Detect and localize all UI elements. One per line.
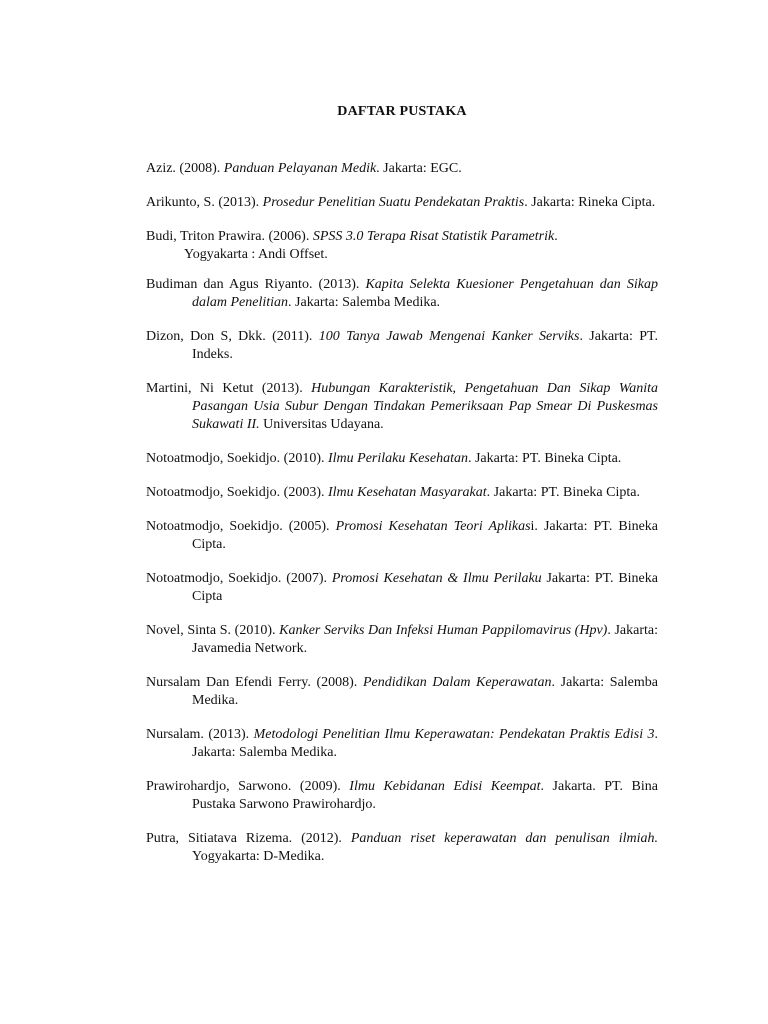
reference-author-year: Martini, Ni Ketut (2013).: [146, 381, 312, 396]
reference-title: Pendidikan Dalam Keperawatan: [362, 675, 552, 690]
reference-item-nursalam-2013: [146, 726, 658, 762]
reference-title: 100 Tanya Jawab Mengenai Kanker Serviks: [318, 329, 580, 344]
reference-publisher: .: [554, 229, 558, 244]
reference-title: Promosi Kesehatan & Ilmu Perilaku: [331, 571, 542, 586]
reference-item-dizon-2011: [146, 328, 658, 364]
reference-item-aziz-2008: [146, 160, 658, 178]
reference-author-year: Prawirohardjo, Sarwono. (2009).: [146, 779, 350, 794]
reference-item-notoatmodjo-2003: [146, 484, 658, 502]
reference-author-year: Nursalam. (2013).: [146, 727, 254, 742]
reference-title: SPSS 3.0 Terapa Risat Statistik Parametrik: [312, 229, 555, 244]
reference-author-year: Notoatmodjo, Soekidjo. (2010).: [146, 451, 328, 466]
reference-title: Panduan riset keperawatan dan penulisan ilmiah.: [350, 831, 659, 846]
reference-author-year: Notoatmodjo, Soekidjo. (2007).: [146, 571, 332, 586]
reference-publisher: . Jakarta: Salemba Medika.: [192, 675, 658, 708]
reference-publisher: . Jakarta: Javamedia Network.: [192, 623, 658, 656]
reference-author-year: Dizon, Don S, Dkk. (2011).: [146, 329, 319, 344]
reference-publisher: . Jakarta. PT. Bina Pustaka Sarwono Prawirohardjo.: [192, 779, 659, 812]
reference-publisher: . Jakarta: Salemba Medika.: [192, 727, 658, 760]
reference-publisher: . Jakarta: PT. Bineka Cipta.: [486, 485, 640, 500]
reference-item-martini-2013: [146, 380, 658, 434]
page-title: DAFTAR PUSTAKA: [337, 104, 467, 119]
reference-author-year: Notoatmodjo, Soekidjo. (2003).: [146, 485, 328, 500]
reference-author-year: Nursalam Dan Efendi Ferry. (2008).: [146, 675, 363, 690]
reference-publisher: . Jakarta: EGC.: [376, 161, 462, 176]
reference-author-year: Arikunto, S. (2013).: [146, 195, 263, 210]
reference-title: Promosi Kesehatan Teori Aplikas: [335, 519, 531, 534]
reference-publisher: . Jakarta: Rineka Cipta.: [524, 195, 656, 210]
reference-item-notoatmodjo-2010: [146, 450, 658, 468]
reference-item-notoatmodjo-2005: [146, 518, 658, 554]
reference-title: Panduan Pelayanan Medik: [223, 161, 377, 176]
reference-title: Ilmu Kesehatan Masyarakat: [328, 485, 487, 500]
reference-item-novel-2010: [146, 622, 658, 658]
reference-title: Metodologi Penelitian Ilmu Keperawatan: Pendekatan Praktis Edisi 3: [253, 727, 655, 742]
reference-item-budi-2006: [146, 228, 658, 264]
reference-author-year: Aziz. (2008).: [146, 161, 224, 176]
reference-publisher-line: Yogyakarta : Andi Offset.: [184, 247, 328, 262]
reference-author-year: Budi, Triton Prawira. (2006).: [146, 229, 313, 244]
reference-author-year: Novel, Sinta S. (2010).: [146, 623, 280, 638]
reference-publisher: . Jakarta: PT. Bineka Cipta.: [467, 451, 622, 466]
reference-publisher: Yogyakarta: D-Medika.: [192, 849, 325, 864]
reference-item-prawirohardjo-2009: [146, 778, 658, 814]
reference-title: Ilmu Perilaku Kesehatan: [328, 451, 468, 466]
reference-author-year: Putra, Sitiatava Rizema. (2012).: [146, 831, 351, 846]
reference-title: Ilmu Kebidanan Edisi Keempat: [349, 779, 541, 794]
reference-item-notoatmodjo-2007: [146, 570, 658, 606]
reference-publisher: Jakarta: PT. Bineka Cipta: [192, 571, 658, 604]
reference-list: [146, 160, 658, 882]
reference-title: Kapita Selekta Kuesioner Pengetahuan dan Sikap dalam Penelitian: [192, 277, 658, 310]
reference-author-year: Budiman dan Agus Riyanto. (2013).: [146, 277, 366, 292]
reference-publisher: . Jakarta: PT. Indeks.: [192, 329, 658, 362]
reference-publisher: Universitas Udayana.: [259, 417, 384, 432]
reference-publisher: i. Jakarta: PT. Bineka Cipta.: [192, 519, 659, 552]
reference-title: Kanker Serviks Dan Infeksi Human Pappilomavirus (Hpv): [279, 623, 608, 638]
reference-item-putra-2012: [146, 830, 658, 866]
reference-item-arikunto-2013: [146, 194, 658, 212]
reference-title: Prosedur Penelitian Suatu Pendekatan Praktis: [262, 195, 525, 210]
reference-author-year: Notoatmodjo, Soekidjo. (2005).: [146, 519, 336, 534]
reference-item-nursalam-efendi-2008: [146, 674, 658, 710]
reference-item-budiman-2013: [146, 276, 658, 312]
reference-title: Hubungan Karakteristik, Pengetahuan Dan Sikap Wanita Pasangan Usia Subur Dengan Tindakan Pemeriksaan Pap Smear Di Puskesmas Sukawati II.: [192, 381, 659, 432]
reference-publisher: . Jakarta: Salemba Medika.: [288, 295, 441, 310]
